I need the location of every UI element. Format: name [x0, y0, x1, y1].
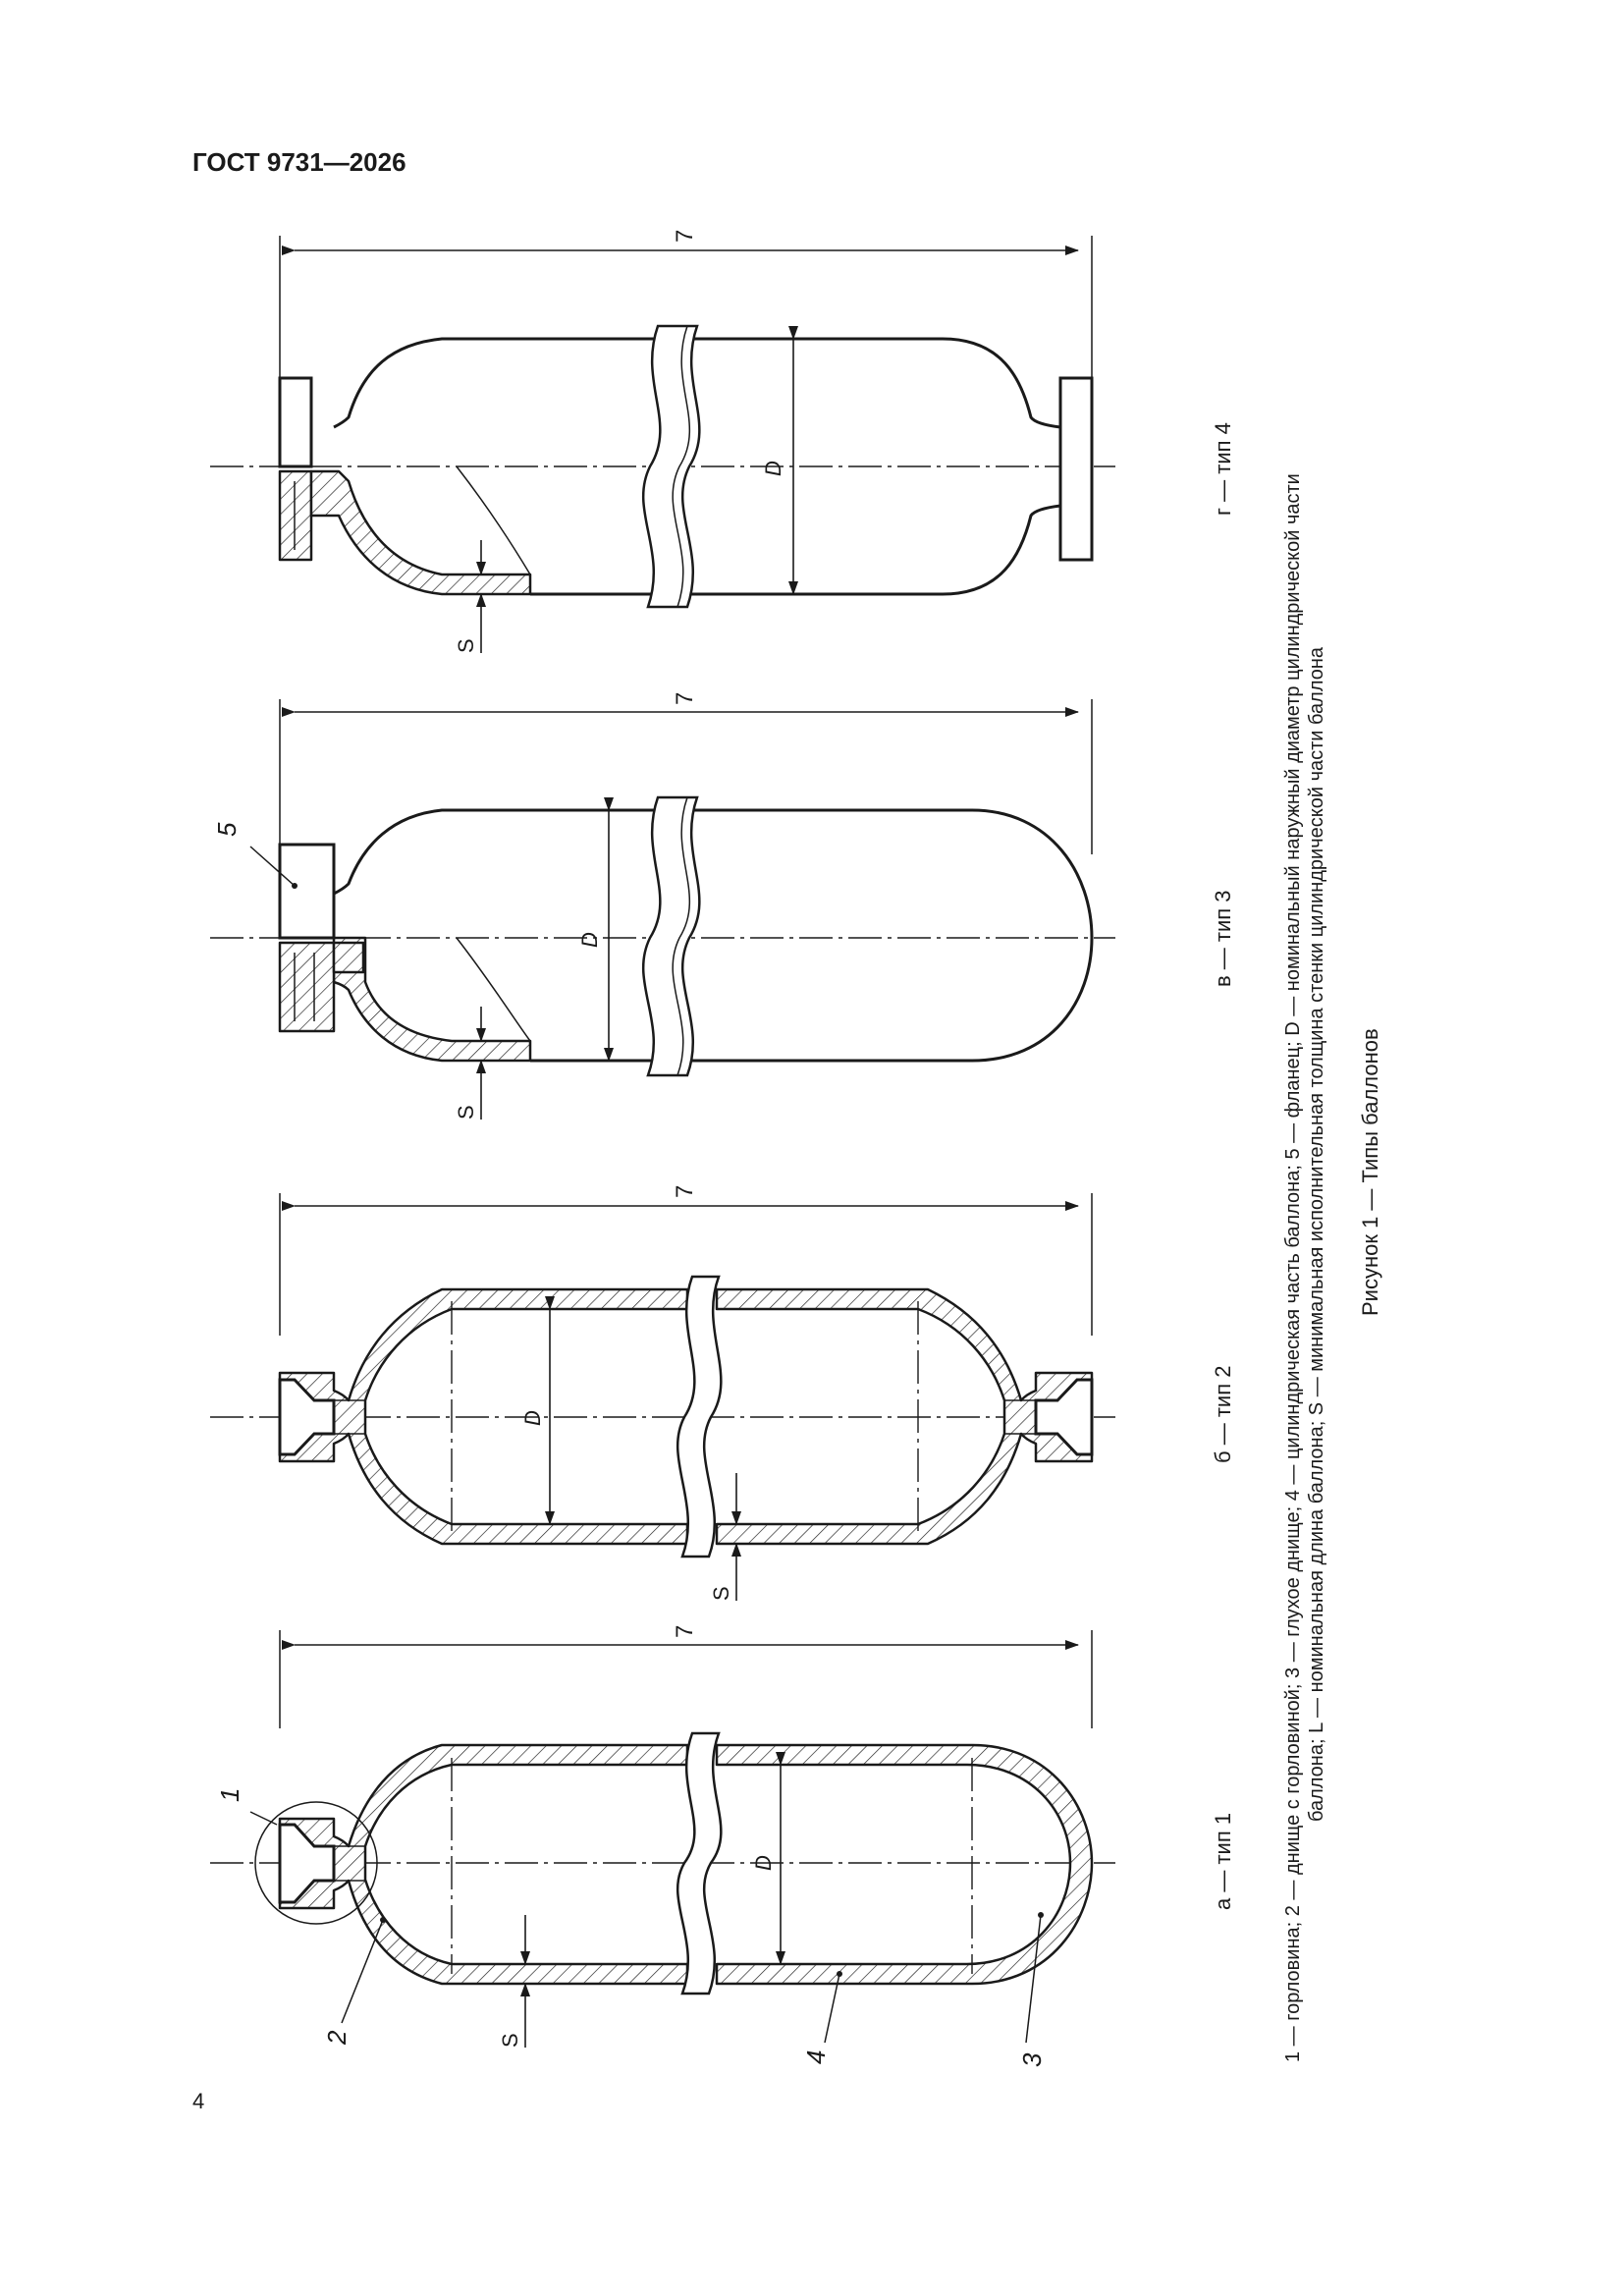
- diameter-label-type-4: D: [761, 461, 785, 476]
- panel-label-type-3: в — тип 3: [1211, 890, 1235, 987]
- panel-type-4: [210, 230, 1235, 653]
- length-label-type-4: 7: [672, 229, 698, 243]
- figure-legend-line-1: 1 — горловина; 2 — днище с горловиной; 3 — глухое днище; 4 — цилиндрическая часть баллона; 5 — фланец; D — номинальный наружный диаметр цилиндрической части: [1282, 473, 1304, 2062]
- diameter-label-type-2: D: [520, 1410, 545, 1426]
- flange-right-type-4: [1060, 378, 1092, 560]
- panel-label-type-1: а — тип 1: [1211, 1812, 1235, 1910]
- callout-4: 4: [801, 2050, 831, 2064]
- length-label-type-3: 7: [672, 691, 698, 705]
- panel-type-1: [210, 1625, 1235, 2067]
- thickness-label-type-2: S: [709, 1586, 733, 1601]
- panel-type-2: [210, 1185, 1235, 1601]
- thickness-label-type-4: S: [454, 638, 478, 653]
- panel-type-3: [210, 692, 1235, 1120]
- figure-legend-line-2: баллона; L — номинальная длина баллона; S — минимальная исполнительная толщина стенки цилиндрической части баллона: [1306, 646, 1327, 1822]
- thickness-label-type-3: S: [454, 1105, 478, 1120]
- callout-1: 1: [215, 1787, 244, 1802]
- shell-wall-type-1: [280, 1745, 687, 1984]
- callout-3: 3: [1017, 2052, 1047, 2067]
- diameter-label-type-1: D: [751, 1855, 776, 1871]
- flange-left-type-4: [280, 378, 311, 466]
- page-number: 4: [192, 2089, 205, 2113]
- panel-label-type-4: г — тип 4: [1211, 422, 1235, 516]
- flange-type-3: [280, 845, 334, 938]
- length-label-type-2: 7: [672, 1184, 698, 1198]
- diameter-label-type-3: D: [577, 932, 602, 948]
- thickness-label-type-1: S: [498, 2033, 522, 2048]
- length-label-type-1: 7: [672, 1624, 698, 1638]
- panel-label-type-2: б — тип 2: [1211, 1365, 1235, 1463]
- callout-5: 5: [212, 822, 242, 837]
- callout-2: 2: [322, 2030, 352, 2045]
- document-header: ГОСТ 9731—2026: [192, 147, 406, 177]
- figure-caption: Рисунок 1 — Типы баллонов: [1358, 1028, 1382, 1316]
